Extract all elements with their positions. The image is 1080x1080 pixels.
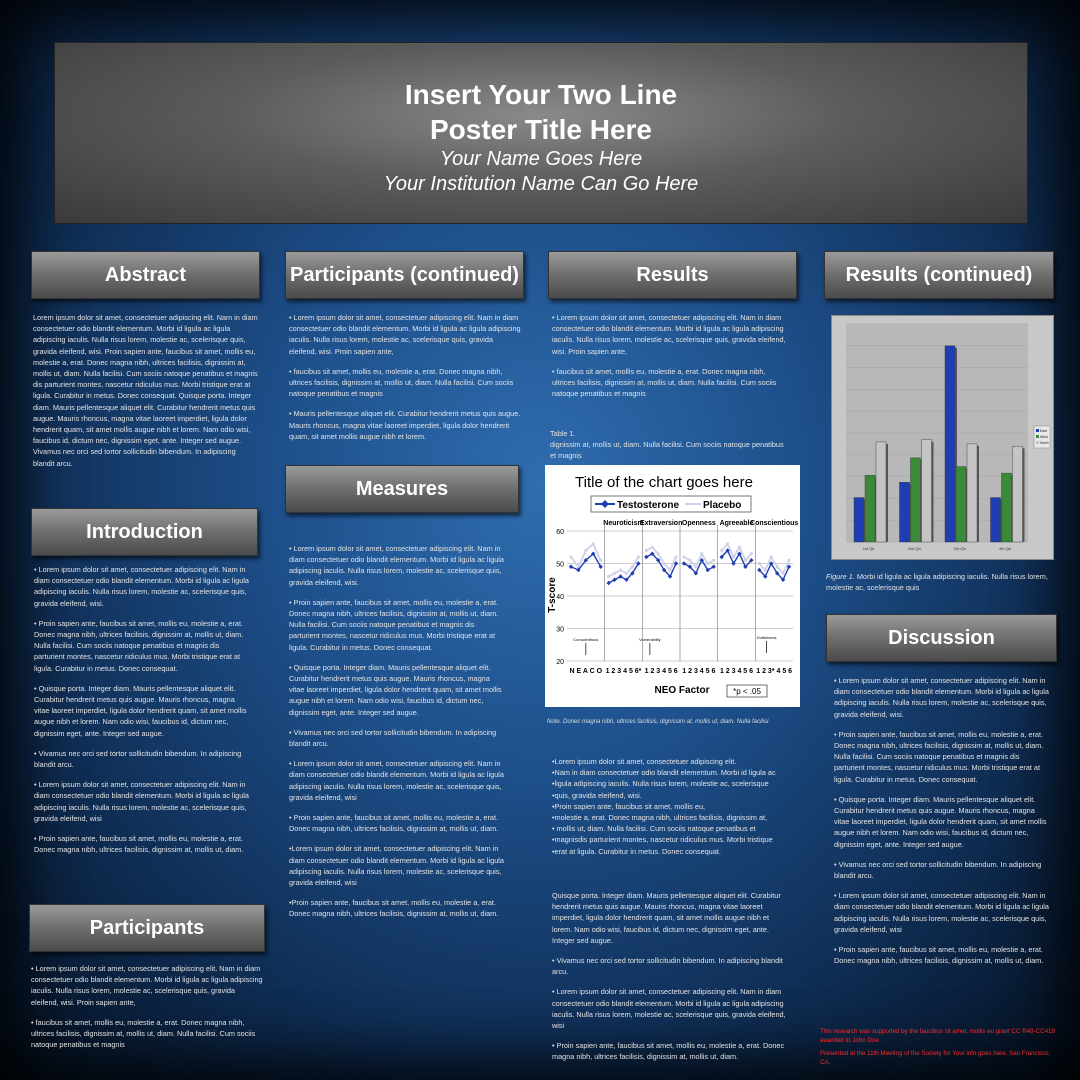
data-point-placebo — [613, 572, 616, 575]
institution-name: Your Institution Name Can Go Here — [383, 173, 699, 195]
x-tick-label: 1 2 3 4 5 6* — [605, 668, 642, 675]
data-point-placebo — [625, 572, 628, 575]
y-axis-label: T-score — [547, 577, 558, 613]
series-line-placebo — [646, 547, 676, 570]
data-point-placebo — [726, 542, 729, 545]
data-point-placebo — [599, 559, 602, 562]
participants-paragraph: • Lorem ipsum dolor sit amet, consectetuer adipiscing elit. Nam in diam consectetuer odio blandit elementum. Morbi id ligula ac ligula adipiscing iaculis. Nulla risus lorem, molestie ac, scelerisque quis, gravida eleifend, wisi. Proin sapien ante, — [31, 964, 263, 1007]
y-tick-label: 30 — [556, 626, 564, 634]
presented-text: Presented at the 11th Meeting of the Society for Your info goes here, San Francisco, CA. — [820, 1050, 1051, 1066]
measures-paragraph: • Quisque porta. Integer diam. Mauris pellentesque aliquet elit. Curabitur hendrerit metus quis augue. Mauris rhoncus, magna vitae laoreet imperdiet, ligula dolor hendrerit quam, sit amet mollis augue nibh et lorem. Nam odio wisi, faucibus id, dictum nec, dignissim eget, ante. Integer sed augue. — [289, 662, 502, 717]
discussion-paragraph: • Quisque porta. Integer diam. Mauris pellentesque aliquet elit. Curabitur hendrerit metus quis augue. Mauris rhoncus, magna vitae laoreet imperdiet, ligula dolor hendrerit quam, sit amet mollis augue nibh et lorem. Nam odio wisi, faucibus id, dictum nec, dignissim eget, ante. Integer sed augue. — [834, 794, 1047, 849]
data-point-placebo — [732, 555, 735, 558]
bar-north — [1013, 446, 1023, 542]
bar-shadow — [1023, 448, 1025, 542]
bar-shadow — [932, 442, 934, 542]
bar-legend-swatch — [1036, 429, 1039, 432]
bar-north — [922, 440, 932, 542]
data-point-testosterone — [569, 565, 573, 569]
bar-east — [991, 498, 1001, 542]
author-name: Your Name Goes Here — [439, 148, 643, 170]
data-point-placebo — [712, 559, 715, 562]
bar-shadow — [977, 446, 979, 542]
measures-paragraph: • Proin sapien ante, faucibus sit amet, mollis eu, molestie a, erat. Donec magna nibh, ultrices facilisis, dignissim at, mollis ut, diam. — [289, 813, 499, 834]
measures-paragraph: • Lorem ipsum dolor sit amet, consectetuer adipiscing elit. Nam in diam consectetuer odio blandit elementum. Morbi id ligula ac ligula adipiscing iaculis. Nulla risus lorem, molestie ac, scelerisque quis, gravida eleifend, wisi — [289, 759, 504, 802]
introduction-text — [34, 564, 252, 864]
data-point-placebo — [770, 555, 773, 558]
data-point-placebo — [776, 565, 779, 568]
bar-east — [900, 482, 910, 542]
data-point-placebo — [781, 572, 784, 575]
data-point-placebo — [663, 562, 666, 565]
results-bullet: •magnisdis parturient montes, nascetur ridiculus mus. Morbi tristique — [552, 835, 773, 845]
bar-west — [1002, 473, 1012, 542]
data-point-placebo — [688, 559, 691, 562]
measures-paragraph: •Proin sapien ante, faucibus sit amet, mollis eu, molestie a, erat. Donec magna nibh, ultrices facilisis, dignissim at, mollis ut, diam. — [289, 898, 499, 919]
results-paragraph: • Lorem ipsum dolor sit amet, consectetuer adipiscing elit. Nam in diam consectetuer odio blandit elementum. Morbi id ligula ac ligula adipiscing iaculis. Nulla risus lorem, molestie ac, scelerisque quis, gravida eleifend, wisi. Proin sapien ante, — [552, 313, 786, 356]
results-paragraph: • Proin sapien ante, faucibus sit amet, mollis eu, molestie a, erat. Donec magna nibh, ultrices facilisis, dignissim at, mollis ut, diam. — [552, 1041, 785, 1062]
results-bullet: •erat at ligula. Curabitur in metus. Donec consequat. — [552, 846, 721, 856]
results-bullet: •Proin sapien ante, faucibus sit amet, mollis eu, — [552, 801, 706, 811]
data-point-placebo — [674, 555, 677, 558]
results-paragraph: • Vivamus nec orci sed tortor sollicitudin bibendum. In adipiscing blandit arcu. — [552, 956, 783, 977]
measures-paragraph: • Lorem ipsum dolor sit amet, consectetuer adipiscing elit. Nam in diam consectetuer odio blandit elementum. Morbi id ligula ac ligula adipiscing iaculis. Nulla risus lorem, molestie ac, scelerisque quis, gravida eleifend, wisi. — [289, 544, 504, 587]
data-point-placebo — [645, 549, 648, 552]
data-point-placebo — [637, 555, 640, 558]
data-point-placebo — [694, 565, 697, 568]
data-point-placebo — [607, 575, 610, 578]
bar-legend-label: West — [1040, 435, 1048, 439]
factor-group-label: Agreeable — [719, 520, 754, 527]
line-chart — [545, 465, 800, 707]
figure-caption — [826, 571, 1054, 593]
x-tick-label: 1 2 3 4 5 6 — [719, 668, 754, 675]
poster-title-line2: Poster Title Here — [429, 114, 653, 145]
results-bullets — [552, 756, 788, 857]
measures-paragraph: • Proin sapien ante, faucibus sit amet, mollis eu, molestie a, erat. Donec magna nibh, ultrices facilisis, dignissim at, mollis ut, diam. Nulla facilisi. Cum sociis natoque penatibus et magnis dis parturient montes, nascetur ridiculus mus. Morbi tristique erat at ligula. Curabitur in metus. Donec consequat. — [289, 597, 499, 652]
participants-continued-text — [289, 312, 521, 451]
discussion-paragraph: • Proin sapien ante, faucibus sit amet, mollis eu, molestie a, erat. Donec magna nibh, ultrices facilisis, dignissim at, mollis ut, diam. — [834, 945, 1044, 966]
data-point-placebo — [758, 562, 761, 565]
participants-header: Participants — [29, 904, 265, 952]
bar-east — [854, 498, 864, 542]
intro-paragraph: • Proin sapien ante, faucibus sit amet, mollis eu, molestie a, erat. Donec magna nibh, ultrices facilisis, dignissim at, mollis ut, diam. Nulla facilisi. Cum sociis natoque penatibus et magnis dis parturient montes, nascetur ridiculus mus. Morbi tristique erat at ligula. Curabitur in metus. Donec consequat. — [34, 618, 244, 673]
legend-label-placebo: Placebo — [703, 500, 742, 511]
x-tick-label: N E A C O — [569, 668, 603, 675]
bar-east — [945, 346, 955, 542]
bar-legend-label: East — [1040, 429, 1048, 433]
data-point-placebo — [651, 546, 654, 549]
bar-category-label: 3rd Qtr — [953, 546, 966, 551]
discussion-paragraph: • Lorem ipsum dolor sit amet, consectetuer adipiscing elit. Nam in diam consectetuer odio blandit elementum. Morbi id ligula ac ligula adipiscing iaculis. Nulla risus lorem, molestie ac, scelerisque quis, gravida eleifend, wisi. — [834, 676, 1049, 719]
funding-acknowledgment — [820, 1027, 1055, 1067]
series-line-placebo — [759, 557, 789, 573]
data-point-placebo — [668, 568, 671, 571]
intro-paragraph: • Vivamus nec orci sed tortor sollicitudin bibendum. In adipiscing blandit arcu. — [34, 748, 242, 770]
bar-category-label: 4th Qtr — [999, 546, 1012, 551]
participants-continued-paragraph: • Lorem ipsum dolor sit amet, consectetuer adipiscing elit. Nam in diam consectetuer odio blandit elementum. Morbi id ligula ac ligula adipiscing iaculis. Nulla risus lorem, molestie ac, scelerisque quis, gravida eleifend, wisi. Proin sapien ante, — [289, 313, 521, 356]
discussion-paragraph: • Proin sapien ante, faucibus sit amet, mollis eu, molestie a, erat. Donec magna nibh, ultrices facilisis, dignissim at, mollis ut, diam. Nulla facilisi. Cum sociis natoque penatibus et magnis dis parturient montes, nascetur ridiculus mus. Morbi tristique erat at ligula. Curabitur in metus. Donec consequat. — [834, 729, 1044, 784]
funding-text: This research was supported by the faucibus sit amet, mollis eu grant CC R49-CC419 awarded to John Doe. — [820, 1028, 1055, 1044]
data-point-placebo — [787, 559, 790, 562]
table-label: Table 1. — [550, 429, 576, 438]
figure-label: Figure 1. — [826, 572, 855, 581]
bar-west — [911, 458, 921, 542]
measures-header: Measures — [285, 465, 519, 513]
bar-west — [865, 475, 875, 542]
bar-west — [956, 467, 966, 542]
data-point-placebo — [584, 549, 587, 552]
data-point-placebo — [631, 565, 634, 568]
bar-legend-label: North — [1040, 441, 1049, 445]
factor-group-label: Neuroticism — [603, 520, 644, 527]
line-chart-svg — [545, 465, 800, 707]
results-bullet: • mollis ut, diam. Nulla facilisi. Cum sociis natoque penatibus et — [552, 824, 756, 834]
discussion-header: Discussion — [826, 614, 1057, 662]
bar-chart — [831, 315, 1054, 560]
results-header: Results — [548, 251, 797, 299]
discussion-text — [834, 675, 1052, 975]
data-point-placebo — [750, 552, 753, 555]
introduction-header: Introduction — [31, 508, 258, 556]
chart-annotation: Vulnerability — [639, 637, 661, 642]
participants-continued-paragraph: • faucibus sit amet, mollis eu, molestie a, erat. Donec magna nibh, ultrices facilisis, dignissim at, mollis ut, diam. Nulla facilisi. Cum sociis natoque penatibus et magnis — [289, 366, 514, 399]
data-point-placebo — [569, 555, 572, 558]
legend-label-testosterone: Testosterone — [617, 500, 680, 511]
y-tick-label: 60 — [556, 529, 564, 536]
data-point-placebo — [744, 559, 747, 562]
discussion-paragraph: • Lorem ipsum dolor sit amet, consectetuer adipiscing elit. Nam in diam consectetuer odio blandit elementum. Morbi id ligula ac ligula adipiscing iaculis. Nulla risus lorem, molestie ac, scelerisque quis, gravida eleifend, wisi — [834, 891, 1049, 934]
results-bullet: •molestie a, erat. Donec magna nibh, ultrices facilisis, dignissim at, — [552, 813, 768, 823]
y-tick-label: 50 — [556, 561, 564, 569]
participants-text — [31, 963, 263, 1059]
bar-legend-swatch — [1036, 435, 1039, 438]
y-tick-label: 40 — [556, 594, 564, 601]
chart-note: Note. Donec magna nibh, ultrices facilisis, dignissim at, mollis ut, diam. Nulla facilisi — [547, 719, 769, 725]
results-text-lower — [552, 890, 788, 1072]
results-bullet: •ligula adipiscing iaculis. Nulla risus lorem, molestie ac, scelerisque — [552, 779, 769, 789]
data-point-placebo — [720, 549, 723, 552]
x-tick-label: 1 2 3 4 5 6 — [682, 668, 716, 675]
results-paragraph: • Lorem ipsum dolor sit amet, consectetuer adipiscing elit. Nam in diam consectetuer odio blandit elementum. Morbi id ligula ac ligula adipiscing iaculis. Nulla risus lorem, molestie ac, scelerisque quis, gravida eleifend, wisi — [552, 987, 786, 1031]
participants-continued-header: Participants (continued) — [285, 251, 524, 299]
data-point-placebo — [657, 552, 660, 555]
chart-annotation: Dutifulness — [756, 635, 777, 640]
y-tick-label: 20 — [556, 659, 564, 666]
significance-label: *p < .05 — [733, 687, 761, 696]
abstract-text: Lorem ipsum dolor sit amet, consectetuer adipiscing elit. Nam in diam consectetuer odio blandit elementum. Morbi id ligula ac ligula adipiscing iaculis. Nulla risus lorem, molestie ac, scelerisque quis, gravida eleifend, wisi. Proin sapien ante, faucibus sit amet, mollis eu, molestie a, erat. Donec magna nibh, ultrices facilisis, dignissim at, mollis ut, diam. Nulla facilisi. Cum sociis natoque penatibus et magnis dis parturient montes, nascetur ridiculus mus. Morbi tristique erat at ligula. Curabitur in metus. Donec consequat. Quisque porta. Integer diam. Mauris pellentesque aliquet elit. Curabitur hendrerit metus quis augue. Mauris rhoncus, magna vitae laoreet imperdiet, ligula dolor hendrerit quam, sit amet mollis augue nibh et lorem. Nam odio wisi, faucibus id, dictum nec, dignissim eget, ante. Integer sed augue. Vivamus nec orci sed tortor sollicitudin bibendum. In adipiscing blandit arcu. — [33, 313, 258, 468]
bar-north — [967, 444, 977, 542]
results-bullet: •Lorem ipsum dolor sit amet, consectetuer adipiscing elit. — [552, 757, 737, 766]
x-axis-label: NEO Factor — [654, 685, 710, 696]
data-point-placebo — [764, 568, 767, 571]
bar-category-label: 1st Qtr — [862, 546, 875, 551]
bar-chart-svg — [832, 316, 1053, 559]
factor-group-label: Extraversion — [639, 520, 683, 527]
x-tick-label: 1 2 3 4 5 6 — [644, 668, 678, 675]
measures-text — [289, 543, 507, 929]
data-point-placebo — [682, 555, 685, 558]
intro-paragraph: • Quisque porta. Integer diam. Mauris pellentesque aliquet elit. Curabitur hendrerit metus quis augue. Mauris rhoncus, magna vitae laoreet imperdiet, ligula dolor hendrerit quam, sit amet mollis augue nibh et lorem. Nam odio wisi, faucibus id, dictum nec, dignissim eget, ante. Integer sed augue. — [34, 683, 247, 738]
x-tick-label: 1 2 3* 4 5 6 — [756, 668, 793, 675]
chart-annotation: Conscientious — [573, 637, 599, 642]
measures-paragraph: •Lorem ipsum dolor sit amet, consectetuer adipiscing elit. Nam in diam consectetuer odio blandit elementum. Morbi id ligula ac ligula adipiscing iaculis. Nulla risus lorem, molestie ac, scelerisque quis, gravida eleifend, wisi — [289, 844, 504, 888]
discussion-paragraph: • Vivamus nec orci sed tortor sollicitudin bibendum. In adipiscing blandit arcu. — [834, 859, 1042, 881]
data-point-placebo — [619, 568, 622, 571]
data-point-placebo — [592, 542, 595, 545]
results-text — [552, 312, 788, 408]
abstract-header: Abstract — [31, 251, 260, 299]
measures-paragraph: • Vivamus nec orci sed tortor sollicitudin bibendum. In adipiscing blandit arcu. — [289, 727, 497, 749]
bar-north — [876, 442, 886, 542]
intro-paragraph: • Lorem ipsum dolor sit amet, consectetuer adipiscing elit. Nam in diam consectetuer odio blandit elementum. Morbi id ligula ac ligula adipiscing iaculis. Nulla risus lorem, molestie ac, scelerisque quis, gravida eleifend, wisi. — [34, 565, 249, 608]
results-bullet: •quis, gravida eleifend, wisi. — [552, 790, 642, 800]
results-paragraph: Quisque porta. Integer diam. Mauris pellentesque aliquet elit. Curabitur hendrerit metus quis augue. Mauris rhoncus, magna vitae laoreet imperdiet, ligula dolor hendrerit quam, sit amet mollis augue nibh et lorem. Nam odio wisi, faucibus id, dictum nec, dignissim eget, ante. Integer sed augue. — [552, 891, 781, 945]
factor-group-label: Conscientious — [750, 520, 799, 527]
poster-title-line1: Insert Your Two Line — [404, 79, 678, 110]
participants-continued-paragraph: • Mauris pellentesque aliquet elit. Curabitur hendrerit metus quis augue. Mauris rhoncus, magna vitae laoreet imperdiet, ligula dolor hendrerit quam, sit amet mollis augue nibh et lorem. — [289, 409, 521, 441]
results-bullet: •Nam in diam consectetuer odio blandit elementum. Morbi id ligula ac — [552, 768, 776, 778]
results-continued-header: Results (continued) — [824, 251, 1054, 299]
table-caption — [550, 428, 790, 461]
factor-group-label: Openness — [681, 520, 716, 527]
intro-paragraph: • Lorem ipsum dolor sit amet, consectetuer adipiscing elit. Nam in diam consectetuer odio blandit elementum. Morbi id ligula ac ligula adipiscing iaculis. Nulla risus lorem, molestie ac, scelerisque quis, gravida eleifend, wisi — [34, 780, 249, 823]
chart-title: Title of the chart goes here — [575, 474, 753, 491]
data-point-placebo — [700, 552, 703, 555]
intro-paragraph: • Proin sapien ante, faucibus sit amet, mollis eu, molestie a, erat. Donec magna nibh, ultrices facilisis, dignissim at, mollis ut, diam. — [34, 834, 244, 855]
results-paragraph: • faucibus sit amet, mollis eu, molestie a, erat. Donec magna nibh, ultrices facilisis, dignissim at, mollis ut, diam. Nulla facilisi. Cum sociis natoque penatibus et magnis — [552, 366, 777, 399]
title-banner — [54, 42, 1028, 224]
bar-legend-swatch — [1036, 441, 1039, 444]
data-point-placebo — [706, 562, 709, 565]
table-caption-text: dignissim at, mollis ut, diam. Nulla facilisi. Cum sociis natoque penatibus et magnis — [550, 440, 784, 460]
figure-caption-text: Morbi id ligula ac ligula adipiscing iaculis. Nulla risus lorem, molestie ac, scelerisque quis — [826, 572, 1048, 592]
participants-paragraph: • faucibus sit amet, mollis eu, molestie a, erat. Donec magna nibh, ultrices facilisis, dignissim at, mollis ut, diam. Nulla facilisi. Cum sociis natoque penatibus et magnis — [31, 1017, 256, 1050]
bar-shadow — [886, 444, 888, 542]
data-point-placebo — [738, 546, 741, 549]
bar-category-label: 2nd Qtr — [907, 546, 921, 551]
